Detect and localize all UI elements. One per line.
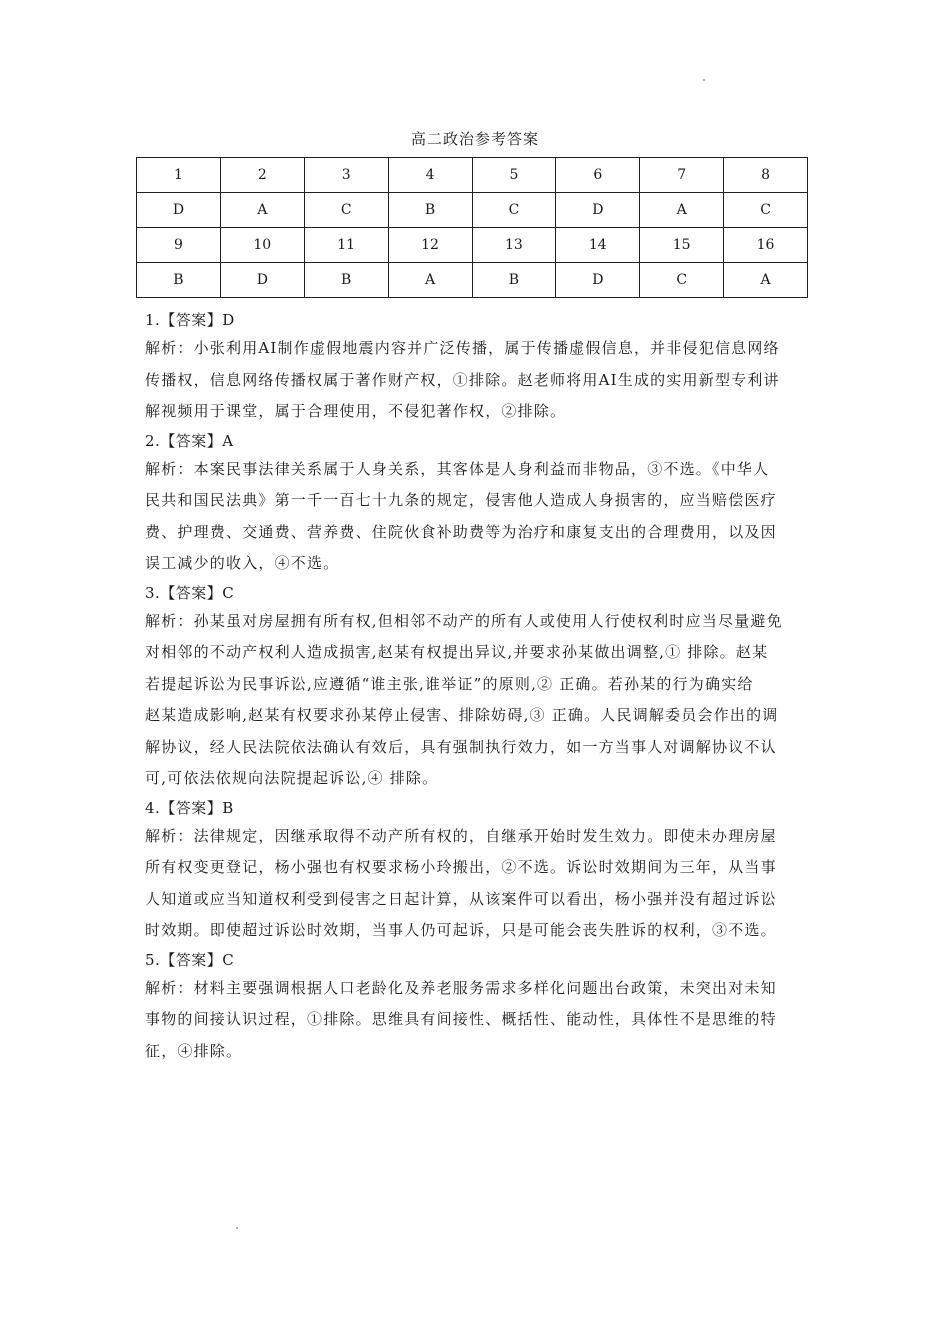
analysis-line: 时效期。即使超过诉讼时效期，当事人仍可起诉，只是可能会丧失胜诉的权利，③不选。: [145, 921, 777, 939]
answer-letter-cell: B: [388, 193, 472, 228]
analysis-line: 可,可依法依规向法院提起诉讼,④ 排除。: [145, 769, 439, 787]
question-number-cell: 4: [388, 158, 472, 193]
question-number-cell: 13: [472, 228, 556, 263]
scan-speck: [236, 1227, 238, 1229]
analysis-line: 对相邻的不动产权利人造成损害,赵某有权提出异议,并要求孙某做出调整,① 排除。赵某: [145, 643, 769, 661]
analysis-line: 解析：孙某虽对房屋拥有所有权,但相邻不动产的所有人或使用人行使权利时应当尽量避免: [145, 611, 783, 630]
question-number-cell: 1: [137, 158, 221, 193]
analysis-line: 解视频用于课堂，属于合理使用，不侵犯著作权，②排除。: [145, 402, 567, 420]
analysis-line: 赵某造成影响,赵某有权要求孙某停止侵害、排除妨碍,③ 正确。人民调解委员会作出的调: [145, 706, 779, 724]
answer-analysis: [145, 333, 815, 428]
analysis-line: 费、护理费、交通费、营养费、住院伙食补助费等为治疗和康复支出的合理费用，以及因: [145, 522, 777, 541]
answer-analysis: [145, 606, 815, 795]
question-number-cell: 7: [640, 158, 724, 193]
analysis-line: 解析：材料主要强调根据人口老龄化及养老服务需求多样化问题出台政策，未突出对未知: [145, 978, 777, 997]
answer-heading: 2.【答案】A: [145, 431, 234, 450]
question-number-cell: 9: [137, 228, 221, 263]
answer-letter-cell: C: [724, 193, 808, 228]
answer-heading: 3.【答案】C: [145, 583, 235, 602]
analysis-line: 解析：本案民事法律关系属于人身关系，其客体是人身利益而非物品，③不选。《中华人: [145, 459, 770, 478]
analysis-line: 解析：法律规定，因继承取得不动产所有权的，自继承开始时发生效力。即使未办理房屋: [145, 826, 777, 845]
question-number-cell: 10: [220, 228, 304, 263]
question-number-cell: 2: [220, 158, 304, 193]
analysis-line: 传播权，信息网络传播权属于著作财产权，①排除。赵老师将用AI生成的实用新型专利讲: [145, 370, 780, 389]
answer-heading: 4.【答案】B: [145, 798, 234, 817]
answer-letter-row: [137, 263, 808, 298]
answer-heading: 1.【答案】D: [145, 311, 235, 329]
question-number-cell: 6: [556, 158, 640, 193]
analysis-line: 民共和国民法典》第一千一百七十九条的规定，侵害他人造成人身损害的，应当赔偿医疗: [145, 491, 777, 509]
answer-letter-cell: D: [220, 263, 304, 298]
answer-letter-cell: B: [472, 263, 556, 298]
answer-letter-cell: A: [640, 193, 724, 228]
question-number-cell: 16: [724, 228, 808, 263]
answer-letter-cell: B: [304, 263, 388, 298]
answer-letter-cell: A: [724, 263, 808, 298]
analysis-line: 误工减少的收入，④不选。: [145, 554, 340, 572]
question-number-cell: 8: [724, 158, 808, 193]
question-number-cell: 5: [472, 158, 556, 193]
answer-analysis: [145, 454, 815, 580]
analysis-line: 所有权变更登记，杨小强也有权要求杨小玲搬出，②不选。诉讼时效期间为三年，从当事: [145, 858, 777, 876]
answer-letter-cell: C: [640, 263, 724, 298]
answer-letter-cell: C: [472, 193, 556, 228]
analysis-line: 事物的间接认识过程，①排除。思维具有间接性、概括性、能动性，具体性不是思维的特: [145, 1010, 777, 1028]
question-number-cell: 14: [556, 228, 640, 263]
answer-analysis: [145, 821, 815, 947]
analysis-line: 征，④排除。: [145, 1041, 243, 1060]
question-number-row: [137, 158, 808, 193]
answer-table: [136, 157, 808, 298]
analysis-line: 若提起诉讼为民事诉讼,应遵循“谁主张,谁举证”的原则,② 正确。若孙某的行为确实给: [145, 674, 754, 693]
answer-letter-cell: A: [220, 193, 304, 228]
page-title: 高二政治参考答案: [410, 130, 539, 148]
question-number-cell: 12: [388, 228, 472, 263]
analysis-line: 解析：小张利用AI制作虚假地震内容并广泛传播，属于传播虚假信息，并非侵犯信息网络: [145, 339, 780, 357]
answer-letter-row: [137, 193, 808, 228]
question-number-cell: 11: [304, 228, 388, 263]
analysis-line: 人知道或应当知道权利受到侵害之日起计算，从该案件可以看出，杨小强并没有超过诉讼: [145, 889, 777, 908]
answer-letter-cell: D: [556, 193, 640, 228]
answer-heading: 5.【答案】C: [145, 950, 235, 969]
question-number-cell: 3: [304, 158, 388, 193]
answer-letter-cell: A: [388, 263, 472, 298]
answer-analysis: [145, 973, 815, 1068]
answer-letter-cell: D: [556, 263, 640, 298]
answer-letter-cell: B: [137, 263, 221, 298]
scan-speck: [703, 79, 705, 81]
answer-explanations: [145, 307, 815, 1067]
analysis-line: 解协议，经人民法院依法确认有效后，具有强制执行效力，如一方当事人对调解协议不认: [145, 737, 777, 756]
question-number-row: [137, 228, 808, 263]
question-number-cell: 15: [640, 228, 724, 263]
answer-letter-cell: C: [304, 193, 388, 228]
answer-letter-cell: D: [137, 193, 221, 228]
